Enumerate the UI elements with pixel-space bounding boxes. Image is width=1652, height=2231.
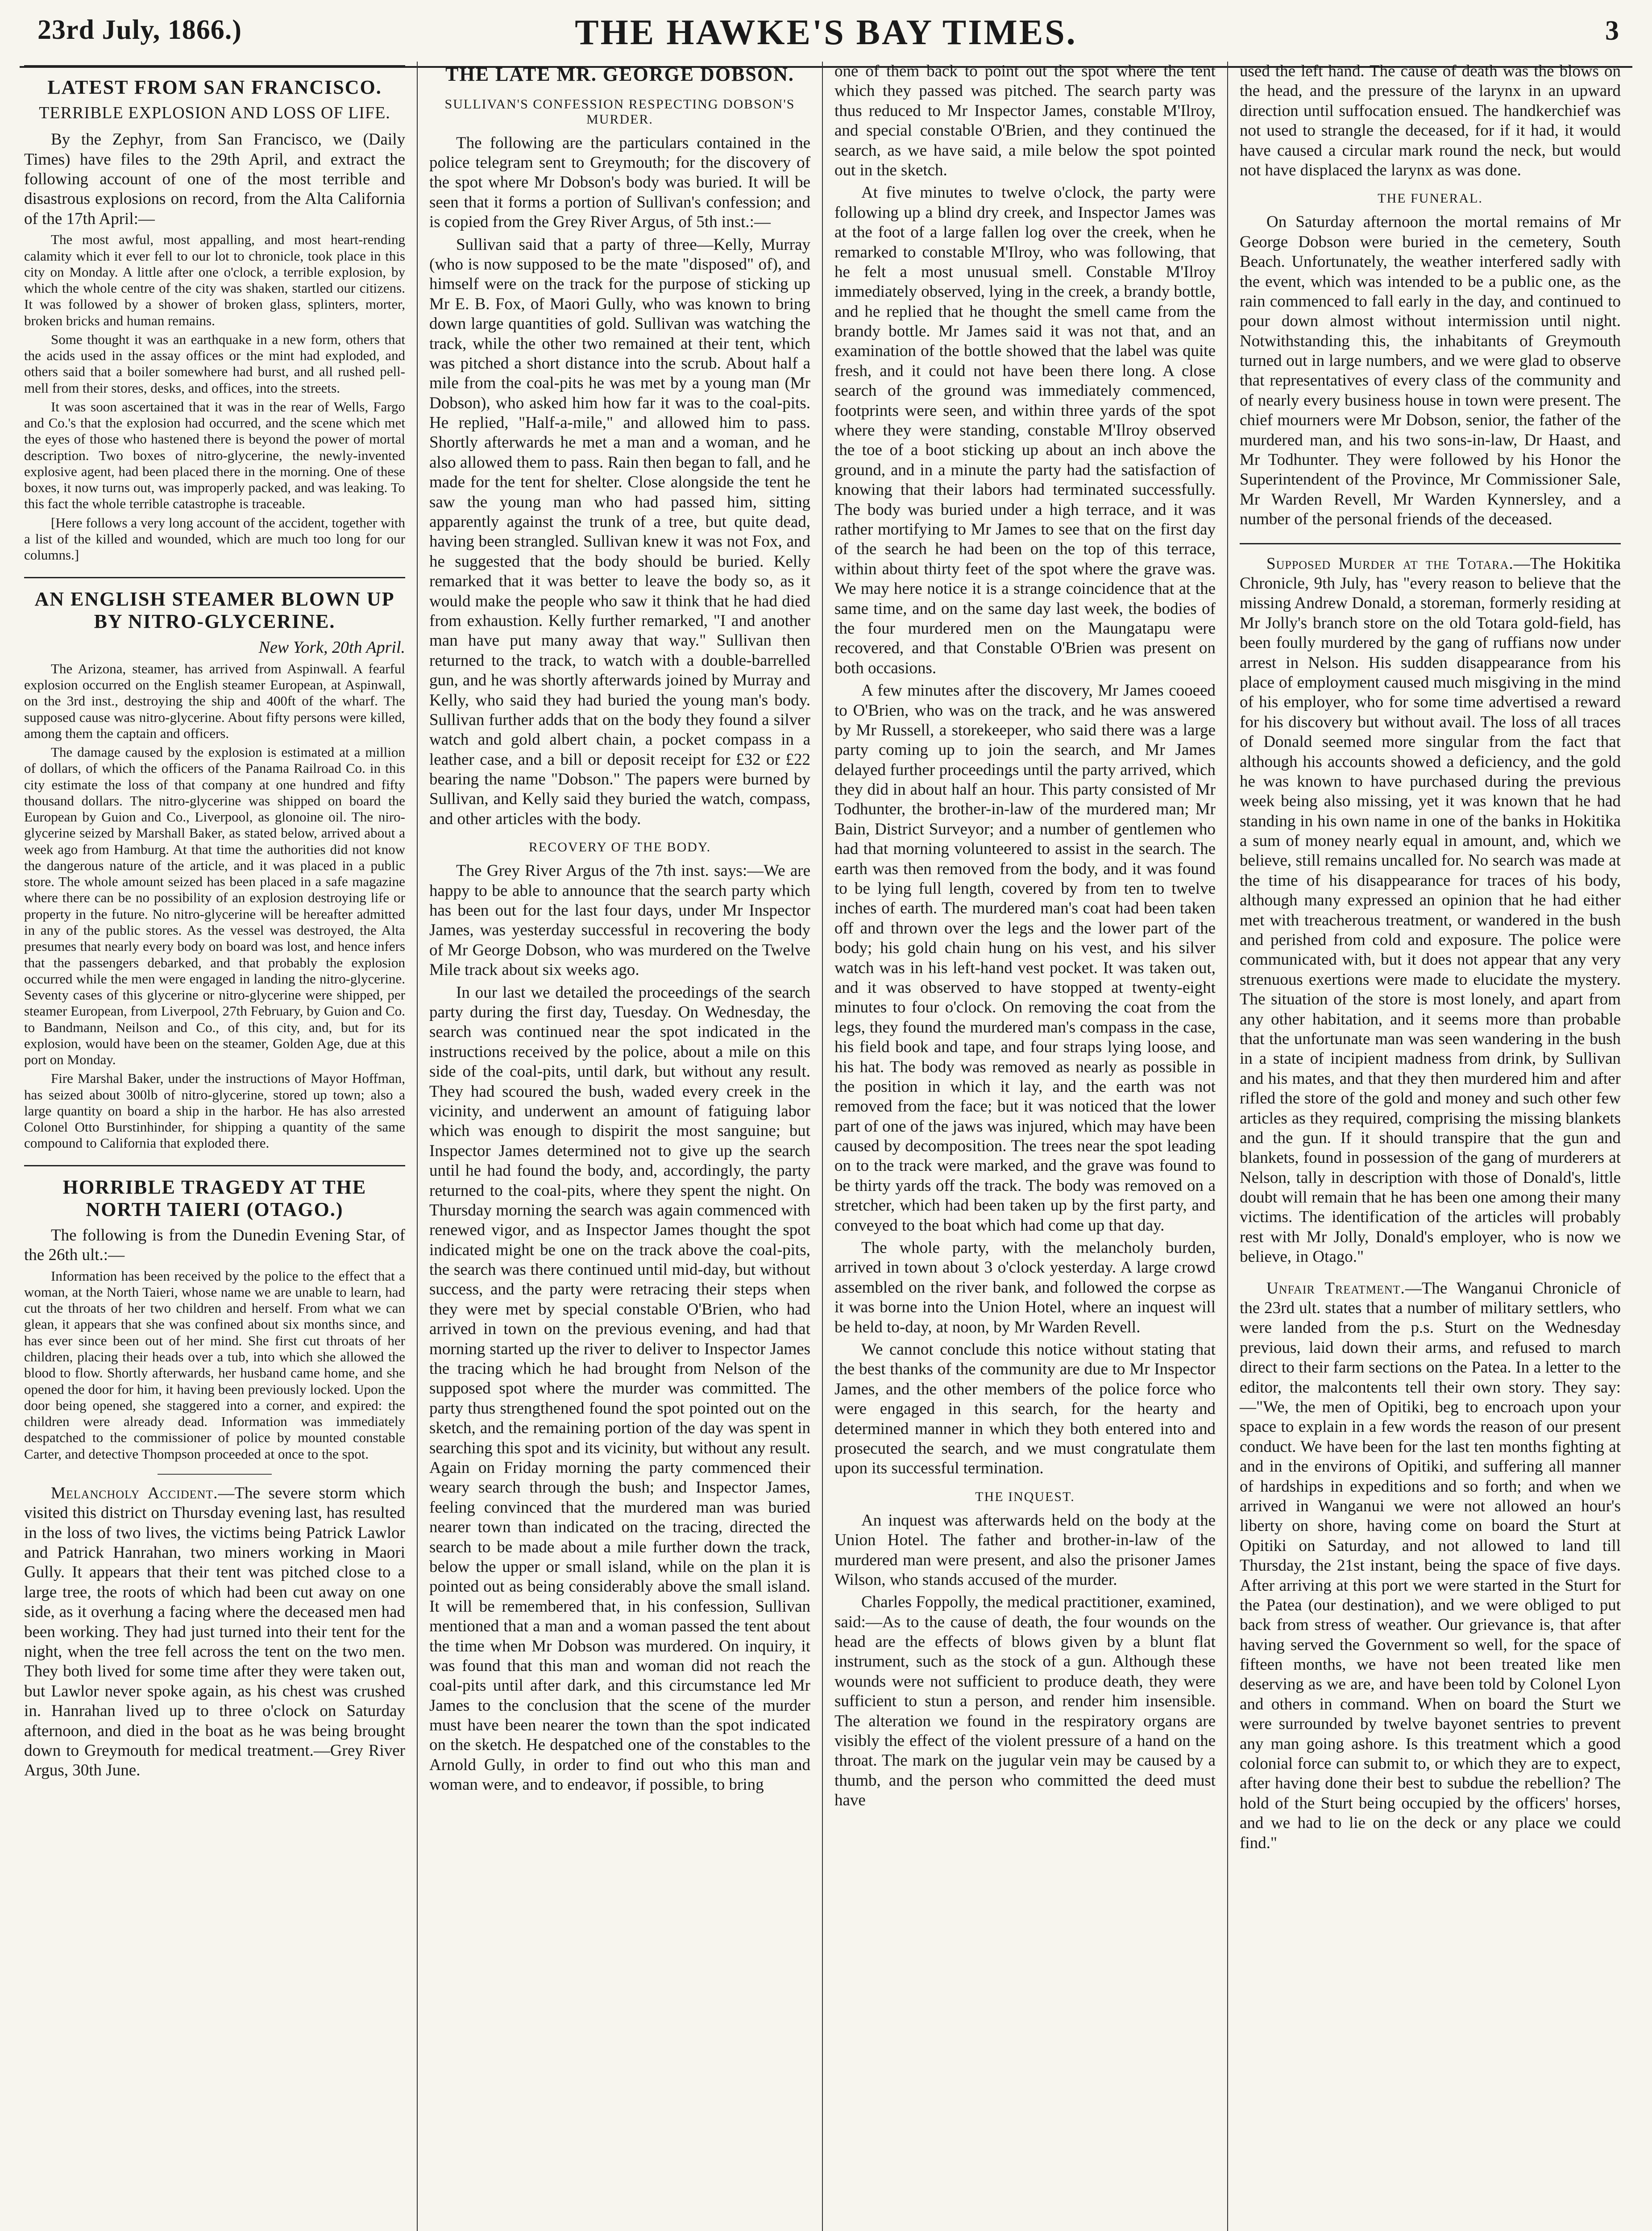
editor-note: [Here follows a very long account of the accident, together with a list of the killed and wounded, which are much too long for our columns.] [24, 514, 405, 563]
article-paragraph: Charles Foppolly, the medical practitioner, examined, said:—As to the cause of death, the four wounds on the head are the effects of blows given by a blunt flat instrument, such as the stock of a gun. Although these wounds were not sufficient to produce death, they were sufficient to stun a person, and render him insensible. The alteration we found in the respiratory organs are visibly the effect of the violent pressure of a hand on the throat. The mark on the jugular vein may be caused by a thumb, and the person who committed the deed must have [834, 1593, 1216, 1810]
runin-heading: Unfair Treatment. [1266, 1279, 1405, 1298]
article-paragraph: Some thought it was an earthquake in a new form, others that the acids used in the assay offices or the mint had exploded, and others said that a boiler somewhere had burst, and all rushed pell-mell from their stores, desks, and offices, into the streets. [24, 331, 405, 396]
article-melancholy-accident [24, 1484, 405, 1781]
columns [20, 62, 1632, 2231]
article-paragraph: Fire Marshal Baker, under the instructions of Mayor Hoffman, has seized about 300lb of nitro-glycerine, stored up town; also a large quantity on board a ship in the harbor. He has also arrested Colonel Otto Burstinhinder, for shipping a quantity of the same compound to California that exploded there. [24, 1070, 405, 1151]
article-paragraph: Sullivan said that a party of three—Kelly, Murray (who is now supposed to be the mate "disposed" of), and himself were on the track for the purpose of sticking up Mr E. B. Fox, of Maori Gully, who was known to bring down large quantities of gold. Sullivan was watching the track, while the other two remained at their tent, which was pitched a short distance into the scrub. About half a mile from the coal-pits he was met by a young man (Mr Dobson), who asked him how far it was to the coal-pits. He replied, "Half-a-mile," and allowed him to pass. Shortly afterwards he met a man and a woman, and he also allowed them to pass. Rain then began to fall, and he made for the tent for shelter. Close alongside the tent he saw the young man who had passed him, sitting apparently against the trunk of a tree, but quite dead, having been strangled. Sullivan knew it was not Fox, and he suggested that the body should be buried. Kelly remarked that it was better to leave the body so, as it would make the people who saw it think that he had died from exhaustion. Kelly further remarked, "I and another man have put many away that way." Sullivan then returned to the track, to watch with a double-barrelled gun, and he was shortly afterwards joined by Murray and Kelly, who said they had buried the young man's body. Sullivan further adds that on the body they found a silver watch and gold albert chain, a pocket compass in a leather case, and a bill or deposit receipt for £32 or £22 bearing the name "Dobson." The papers were burned by Sullivan, and Kelly said they buried the watch, compass, and other articles with the body. [429, 235, 810, 828]
page-number: 3 [1605, 16, 1619, 46]
article-paragraph [1240, 554, 1621, 1267]
article-paragraph: Information has been received by the police to the effect that a woman, at the North Taieri, whose name we are unable to learn, had cut the throats of her two children and herself. From what we can glean, it appears that she was confined about six months since, and has ever since been out of her mind. She first cut throats of her children, placing their heads over a tub, into which she allowed the blood to flow. Shortly afterwards, her husband came home, and she opened the door for him, it having been previously locked. Upon the door being opened, she staggered into a corner, and expired: the children were already dead. Information was immediately despatched to the commissioner of police by mounted constable Carter, and detective Thompson proceeded at once to the spot. [24, 1268, 405, 1462]
section-heading: THE INQUEST. [975, 1489, 1075, 1504]
article-headline: AN ENGLISH STEAMER BLOWN UP BY NITRO-GLYCERINE. [34, 588, 395, 633]
article-subhead: SULLIVAN'S CONFESSION RESPECTING DOBSON'S MURDER. [444, 96, 795, 127]
masthead [20, 12, 1632, 68]
section-heading: THE FUNERAL. [1378, 191, 1483, 206]
dateline: New York, 20th April. [258, 638, 405, 657]
article-paragraph: On Saturday afternoon the mortal remains of Mr George Dobson were buried in the cemetery, South Beach. Unfortunately, the weather interfered sadly with the event, which was intended to be a public one, as the rain commenced to fall early in the day, and continued to pour down almost without intermission until night. Notwithstanding this, the inhabitants of Greymouth turned out in large numbers, and we were glad to observe that representatives of every class of the community and of nearly every business house in town were present. The chief mourners were Mr Dobson, senior, the father of the murdered man, and his two sons-in-law, Dr Haast, and Mr Todhunter. They were followed by his Honor the Superintendent of the Province, Mr Commissioner Sale, Mr Warden Revell, Mr Warden Kynnersley, and a number of the personal friends of the deceased. [1240, 213, 1621, 529]
divider [24, 1165, 405, 1166]
article-paragraph: used the left hand. The cause of death was the blows on the head, and the pressure of the larynx in an upward direction until suffocation ensued. The handkerchief was not used to strangle the deceased, for if it had, it would have caused a circular mark round the neck, but would not have displaced the larynx as was done. [1240, 62, 1621, 179]
article-english-steamer [24, 588, 405, 1152]
article-paragraph: The Arizona, steamer, has arrived from Aspinwall. A fearful explosion occurred on the English steamer European, at Aspinwall, on the 3rd inst., destroying the ship and 400ft of the wharf. The supposed cause was nitro-glycerine. About fifty persons were killed, among them the captain and officers. [24, 660, 405, 741]
article-headline: THE LATE MR. GEORGE DOBSON. [445, 63, 794, 85]
article-text: —The Wanganui Chronicle of the 23rd ult. states that a number of military settlers, who were landed from the p.s. Sturt on the Wednesday previous, laid down their arms, and refused to march direct to their farm sections on the Patea. In a letter to the editor, the malcontents tell their own story. They say:—"We, the men of Opitiki, beg to encroach upon your space to explain in a few words the reason of our present conduct. We have been for the last ten months fighting at and in the environs of Opitiki, and suffering all manner of hardships in expeditions and so forth; and when we arrived in Wanganui we were not allowed an hour's liberty on shore, having come on board the Sturt at Opitiki on Saturday, and not allowed to land till Thursday, the 21st instant, being the space of five days. After arriving at this port we were started in the Sturt for the Patea (our destination), and we were obliged to put back from stress of weather. Our grievance is, that after having served the Government so well, for the space of fifteen months, we have not been treated like men deserving as we are, and have been told by Colonel Lyon and others in command. When on board the Sturt we were surrounded by twelve bayonet sentries to prevent any man going ashore. Is this treatment which a good colonial force can submit to, or which they are to expect, after having done their best to subdue the rebellion? The hold of the Sturt being occupied by the officers' horses, and we had to lie on the deck or any place we could find." [1240, 1279, 1621, 1852]
article-paragraph: We cannot conclude this notice without stating that the best thanks of the community are due to Mr Inspector James, and the other members of the police force who were engaged in this search, for the hearty and determined manner in which they both entered into and prosecuted the search, and we must congratulate them upon its successful termination. [834, 1340, 1216, 1478]
newspaper-title: THE HAWKE'S BAY TIMES. [575, 13, 1077, 52]
article-paragraph: The most awful, most appalling, and most heart-rending calamity which it ever fell to our lot to chronicle, took place in this city on Monday. A little after one o'clock, a terrible explosion, by which the whole centre of the city was shaken, startled our citizens. It was followed by a shower of broken glass, splinters, morter, broken bricks and human remains. [24, 232, 405, 328]
article-dobson-continued [834, 62, 1216, 1811]
divider [1240, 543, 1621, 544]
runin-heading: Supposed Murder at the Totara. [1266, 554, 1514, 573]
article-intro: The following is from the Dunedin Evening Star, of the 26th ult.:— [24, 1226, 405, 1265]
article-dobson [429, 63, 810, 1795]
column-1 [20, 62, 417, 2231]
article-intro: By the Zephyr, from San Francisco, we (Daily Times) have files to the 29th April, and extract the following account of one of the most terrible and disastrous explosions on record, from the Alta California of the 17th April:— [24, 130, 405, 228]
divider [158, 1474, 272, 1475]
article-paragraph: An inquest was afterwards held on the body at the Union Hotel. The father and brother-in-law of the murdered man were present, and also the prisoner James Wilson, who stands accused of the murder. [834, 1511, 1216, 1589]
article-paragraph: The following are the particulars contained in the police telegram sent to Greymouth; for the discovery of the spot where Mr Dobson's body was buried. It will be seen that it forms a portion of Sullivan's confession; and is copied from the Grey River Argus, of 5th inst.:— [429, 133, 810, 232]
divider [24, 577, 405, 578]
article-paragraph: In our last we detailed the proceedings of the search party during the first day, Tuesday. On Wednesday, the search was continued near the spot indicated in the instructions received by the police, about a mile on this side of the coal-pits, until dark, but without any result. They had scoured the bush, waded every creek in the vicinity, and underwent an amount of fatiguing labor which was enough to dispirit the most sanguine; but Inspector James determined not to give up the search until he had found the body, and, accordingly, the party returned to the coal-pits, where they spent the night. On Thursday morning the search was again commenced with renewed vigor, and as Inspector James thought the spot indicated might be one on the track above the coal-pits, the search was there continued until mid-day, but without success, and the party were retracing their steps when they were met by special constable O'Brien, who had arrived in town on the previous evening, and had that morning started up the river to deliver to Inspector James the tracing which he had brought from Nelson of the supposed spot where the murder was committed. The party thus strengthened found the spot pointed out on the sketch, and the remaining portion of the day was spent in searching this spot and its vicinity, but without any result. Again on Friday morning the party commenced their weary search through the bush; and Inspector James, feeling convinced that the murdered man was buried nearer town than indicated on the tracing, directed the search to be made about a mile further down the track, below the upper or small island, while on the plan it is pointed out as being considerably above the small island. It will be remembered that, in his confession, Sullivan mentioned that a man and a woman passed the tent about the time when Mr Dobson was murdered. On inquiry, it was found that this man and woman did not reach the coal-pits until after dark, and this circumstance led Mr James to the conclusion that the scene of the murder must have been nearer the town than the spot indicated on the sketch. He despatched one of the constables to the Arnold Gully, in order to find out who this man and woman were, and to endeavor, if possible, to bring [429, 983, 810, 1794]
divider [24, 65, 405, 66]
article-paragraph [24, 1484, 405, 1781]
section-heading: RECOVERY OF THE BODY. [528, 840, 711, 855]
article-totara [1240, 554, 1621, 1267]
column-2 [417, 62, 822, 2231]
article-unfair-treatment [1240, 1279, 1621, 1853]
article-paragraph: It was soon ascertained that it was in the rear of Wells, Fargo and Co.'s that the explosion had occurred, and the scene which met the eyes of those who hastened there is beyond the power of mortal description. Two boxes of nitro-glycerine, the newly-invented explosive agent, had been placed there in the morning. One of these boxes, it now turns out, was improperly packed, and was leaking. To this fact the whole terrible catastrophe is traceable. [24, 398, 405, 512]
column-3 [822, 62, 1227, 2231]
article-paragraph: The whole party, with the melancholy burden, arrived in town about 3 o'clock yesterday. A large crowd assembled on the river bank, and followed the corpse as it was borne into the Union Hotel, where an inquest will be held to-day, at noon, by Mr Warden Revell. [834, 1239, 1216, 1336]
article-north-taieri [24, 1176, 405, 1462]
article-text: —The severe storm which visited this district on Thursday evening last, has resulted in the loss of two lives, the victims being Patrick Lawlor and Patrick Hanrahan, two miners working in Maori Gully. It appears that their tent was pitched close to a large tree, the roots of which had been cut away on one side, as it overhung a facing where the deceased men had been working. They had just turned into their tent for the night, when the tree fell across the tent on the two men. They both lived for some time after they were taken out, but Lawlor never spoke again, as his chest was crushed in. Hanrahan lived up to three o'clock on Saturday afternoon, and died in the boat as he was being brought down to Greymouth for medical treatment.—Grey River Argus, 30th June. [24, 1484, 405, 1780]
article-headline: HORRIBLE TRAGEDY AT THE NORTH TAIERI (OTAGO.) [62, 1176, 367, 1221]
article-paragraph: A few minutes after the discovery, Mr James cooeed to O'Brien, who was on the track, and he was answered by Mr Russell, a storekeeper, who said there was a large party coming up to join the search, and Mr James delayed further proceedings until the party arrived, which they did in about half an hour. This party consisted of Mr Todhunter, the brother-in-law of the murdered man; Mr Bain, District Surveyor; and a number of gentlemen who had that morning volunteered to assist in the search. The earth was then removed from the body, and it was found to be lying full length, covered by from ten to twelve inches of earth. The murdered man's coat had been taken off and thrown over the legs and the lower part of the body; his gold chain hung on his vest, and his silver watch was in his left-hand vest pocket. It was taken out, and it was observed to have stopped at twenty-eight minutes to four o'clock. On removing the coat from the legs, they found the murdered man's compass in the case, his field book and tape, and four straps lying loose, and his hat. The body was removed as nearly as possible in the position in which it lay, and the earth was not removed from the face; but it was noticed that the lower part of one of the jaws was injured, which may have been caused by decomposition. The trees near the spot leading on to the track were marked, and the grave was found to be thirty yards off the track. The body was removed on a stretcher, which had been taken up by the first party, and conveyed to the boat which had come up that day. [834, 681, 1216, 1235]
issue-date: 23rd July, 1866.) [37, 15, 242, 45]
article-paragraph: The Grey River Argus of the 7th inst. says:—We are happy to be able to announce that the search party which has been out for the last four days, under Mr Inspector James, was yesterday successful in recovering the body of Mr George Dobson, who was murdered on the Twelve Mile track about six weeks ago. [429, 862, 810, 979]
runin-heading: Melancholy Accident. [51, 1484, 218, 1502]
article-paragraph [1240, 1279, 1621, 1853]
article-dobson-end [1240, 62, 1621, 530]
article-paragraph: At five minutes to twelve o'clock, the party were following up a blind dry creek, and Inspector James was at the foot of a large fallen log over the creek, when he remarked to constable M'Ilroy, who was following, that he felt a most unusual smell. Constable M'Ilroy immediately observed, lying in the creek, a brandy bottle, and he replied that he thought the smell came from the brandy bottle. Mr James said it was not that, and an examination of the bottle showed that the label was quite fresh, and it could not have been there long. A close search of the ground was immediately commenced, footprints were seen, and within three yards of the spot where they were standing, constable M'Ilroy observed the toe of a boot sticking up about an inch above the ground, and in a minute the party had the satisfaction of knowing that their labors had terminated successfully. The body was buried under a high terrace, and it was rather mortifying to Mr James to see that on the first day of the search he had been on the top of this terrace, within about thirty feet of the spot where the grave was. We may here notice it is a strange coincidence that at the same time, and on the same day last week, the bodies of the four murdered men on the Maungatapu were recovered, and that Constable O'Brien was present on both occasions. [834, 183, 1216, 677]
article-subhead: TERRIBLE EXPLOSION AND LOSS OF LIFE. [39, 103, 390, 122]
article-text: —The Hokitika Chronicle, 9th July, has "every reason to believe that the missing Andrew Donald, a storeman, formerly residing at Mr Jolly's branch store on the old Totara gold-field, has been foully murdered by the gang of ruffians now under arrest in Nelson. His sudden disappearance from his place of employment caused much misgiving in the mind of his employer, who for some time advertised a reward for his discovery but without avail. The loss of all traces of Donald seemed more singular from the fact that although his accounts showed a deficiency, and the gold he was known to have purchased during the previous week being also missing, yet it was known that he had standing in his own name in one of the banks in Hokitika a sum of money nearly equal in amount, and, which we believe, still remains uncalled for. No search was made at the time of his disappearance for traces of his body, although many expressed an opinion that he had either met with treacherous treatment, or wandered in the bush and perished from cold and exposure. The police were communicated with, but it does not appear that any very strenuous exertions were made to elucidate the mystery. The situation of the store is most lonely, and apart from any other habitation, and it seems more than probable that the unfortunate man was seen wandering in the bush in a state of incipient madness from drink, by Sullivan and his mates, and that they then murdered him and after rifled the store of the gold and money and such other few articles as they required, comprising the missing blankets and the gun. If it should transpire that the gun and blankets, found in possession of the gang of murderers at Nelson, tally in description with those of Donald's, little doubt will remain that he has been one among their many victims. The identification of the articles will probably rest with Mr Jolly, Donald's employer, who is now we believe, in Otago." [1240, 554, 1621, 1266]
column-4 [1227, 62, 1632, 2231]
article-san-francisco [24, 76, 405, 564]
article-headline: LATEST FROM SAN FRANCISCO. [47, 76, 382, 98]
article-paragraph: one of them back to point out the spot where the tent which they passed was pitched. The search party was thus reduced to Mr Inspector James, constable M'Ilroy, and special constable O'Brien, and they continued the search, as we have said, a mile below the spot pointed out in the sketch. [834, 62, 1216, 179]
article-paragraph: The damage caused by the explosion is estimated at a million of dollars, of which the officers of the Panama Railroad Co. in this city estimate the loss of that company at one hundred and fifty thousand dollars. The nitro-glycerine was shipped on board the European by Guion and Co., Liverpool, as glonoine oil. The niro-glycerine seized by Marshall Baker, as stated below, arrived about a week ago from Hamburg. At that time the authorities did not know the dangerous nature of the article, and it was placed in a public store. The whole amount seized has been placed in a safe magazine where there can be no possibility of an explosion destroying life or property in the future. No nitro-glycerine will be hereafter admitted in any of the public stores. As the vessel was destroyed, the Alta presumes that nearly every body on board was lost, and hence infers that the passengers debarked, and that probably the explosion occurred while the men were engaged in landing the nitro-glycerine. Seventy cases of this glycerine or nitro-glycerine were shipped, per steamer European, from Liverpool, 27th February, by Guion and Co. to Bandmann, Neilson and Co., of this city, and, but for its explosion, would have been on the steamer, Golden Age, due at this port on Monday. [24, 744, 405, 1068]
